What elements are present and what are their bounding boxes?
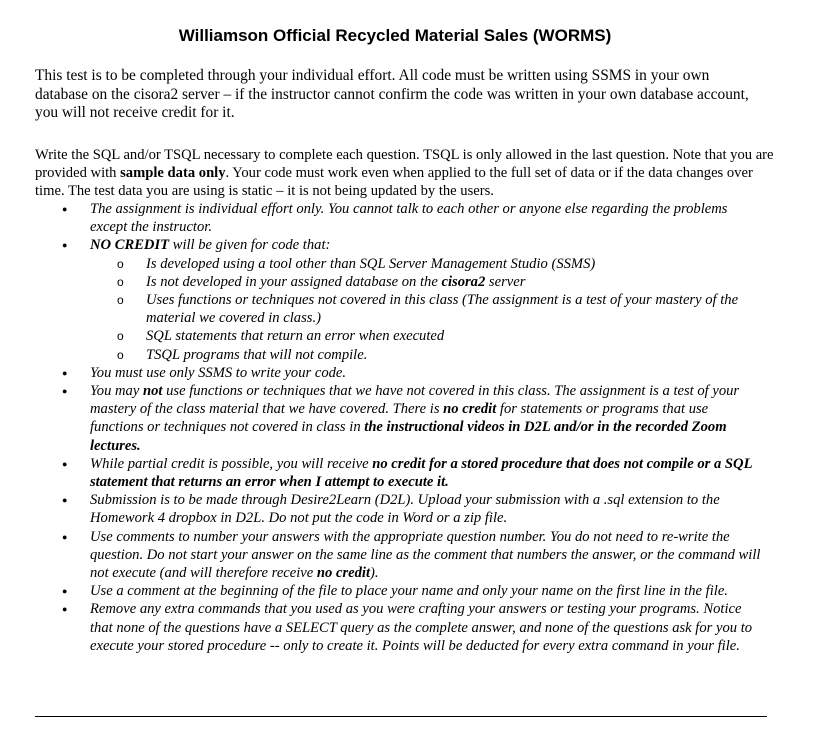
rule-no-credit-bold: NO CREDIT [90, 237, 170, 254]
sub-item-sql-errors-text: SQL statements that return an error when executed [146, 328, 445, 345]
rule-name-comment-text: Use a comment at the beginning of the file to place your name and only your name on the first line in the file. [90, 583, 728, 600]
rule-submission [60, 491, 765, 527]
rule-partial-credit-bold: no credit for a stored procedure that does not compile or a SQL statement that returns an error when I attempt to execute it. [90, 455, 752, 491]
rule-covered-techniques-text-2: use functions or techniques that we have not covered in this class. The assignment is a test of your mastery of the class material that we have covered. There is [90, 383, 740, 418]
rule-comments-text-1: Use comments to number your answers with the appropriate question number. You do not need to re-write the question. Do not start your answer on the same line as the comment that numbers the answer, or the command will not execute (and will therefore receive [90, 528, 761, 582]
rule-ssms-only-text: You must use only SSMS to write your code. [90, 364, 347, 381]
sub-item-tsql-compile-text: TSQL programs that will not compile. [146, 346, 368, 363]
rule-partial-credit-text: While partial credit is possible, you will receive [90, 455, 373, 472]
no-credit-sublist [90, 255, 765, 364]
rule-remove-extra [60, 600, 765, 655]
sub-item-sql-errors [90, 327, 765, 345]
rule-covered-techniques [60, 382, 765, 455]
intro-paragraph: This test is to be completed through your individual effort. All code must be written using SSMS in your own database on the cisora2 server – if the instructor cannot confirm the code was written in your own database account, you will not receive credit for it. [35, 67, 749, 122]
rule-no-credit [60, 236, 765, 363]
rule-comments-bold: no credit [316, 565, 371, 582]
instructions-text-2: . Your code must work even when applied to the full set of data or if the data changes over time. The test data you are using is static – it is not being updated by the users. [35, 164, 753, 199]
sub-item-assigned-db-text-2: server [485, 273, 526, 290]
rule-covered-techniques-bold-no-credit: no credit [443, 401, 497, 418]
rule-submission-text: Submission is to be made through Desire2Learn (D2L). Upload your submission with a .sql extension to the Homework 4 dropbox in D2L. Do not put the code in Word or a zip file. [90, 492, 720, 527]
rule-ssms-only [60, 364, 765, 382]
rule-covered-techniques-text-1: You may [90, 383, 143, 400]
sub-item-assigned-db-text-1: Is not developed in your assigned database on the [146, 273, 442, 290]
rule-individual-effort [60, 200, 765, 236]
rule-comments-text-2: ). [370, 565, 379, 582]
rule-individual-effort-text: The assignment is individual effort only. You cannot talk to each other or anyone else regarding the problems except the instructor. [90, 201, 728, 236]
sub-item-tsql-compile [90, 346, 765, 364]
sub-item-other-tool [90, 255, 765, 273]
rule-no-credit-text: will be given for code that: [169, 237, 331, 254]
instructions-paragraph [35, 147, 785, 200]
sub-item-assigned-db [90, 273, 765, 291]
rule-covered-techniques-bold-videos: the instructional videos in D2L and/or in the recorded Zoom lectures. [90, 419, 727, 454]
rule-covered-techniques-text-3: for statements or programs that use functions or techniques not covered in class in [90, 401, 709, 436]
sub-item-uncovered-functions [90, 291, 765, 327]
rule-covered-techniques-bold-not: not [142, 383, 163, 400]
rule-name-comment [60, 582, 765, 600]
rule-comments [60, 528, 765, 583]
rule-partial-credit [60, 455, 765, 491]
rules-list [60, 200, 765, 655]
bottom-divider [35, 716, 767, 717]
sub-item-assigned-db-server: cisora2 [441, 273, 486, 290]
sub-item-other-tool-text: Is developed using a tool other than SQL Server Management Studio (SSMS) [146, 255, 596, 272]
page-title: Williamson Official Recycled Material Sales (WORMS) [178, 26, 612, 45]
instructions-text-1: Write the SQL and/or TSQL necessary to complete each question. TSQL is only allowed in the last question. Note that you are provided with [35, 147, 774, 181]
sub-item-uncovered-functions-text: Uses functions or techniques not covered in this class (The assignment is a test of your mastery of the material we covered in class.) [146, 292, 739, 327]
instructions-bold-sample-data: sample data only [120, 164, 226, 181]
rule-remove-extra-text: Remove any extra commands that you used as you were crafting your answers or testing your programs. Notice that none of the questions have a SELECT query as the complete answer, and none of the questions ask for you to execute your stored procedure -- only to create it. Points will be deducted for every extra command in your file. [90, 601, 753, 654]
